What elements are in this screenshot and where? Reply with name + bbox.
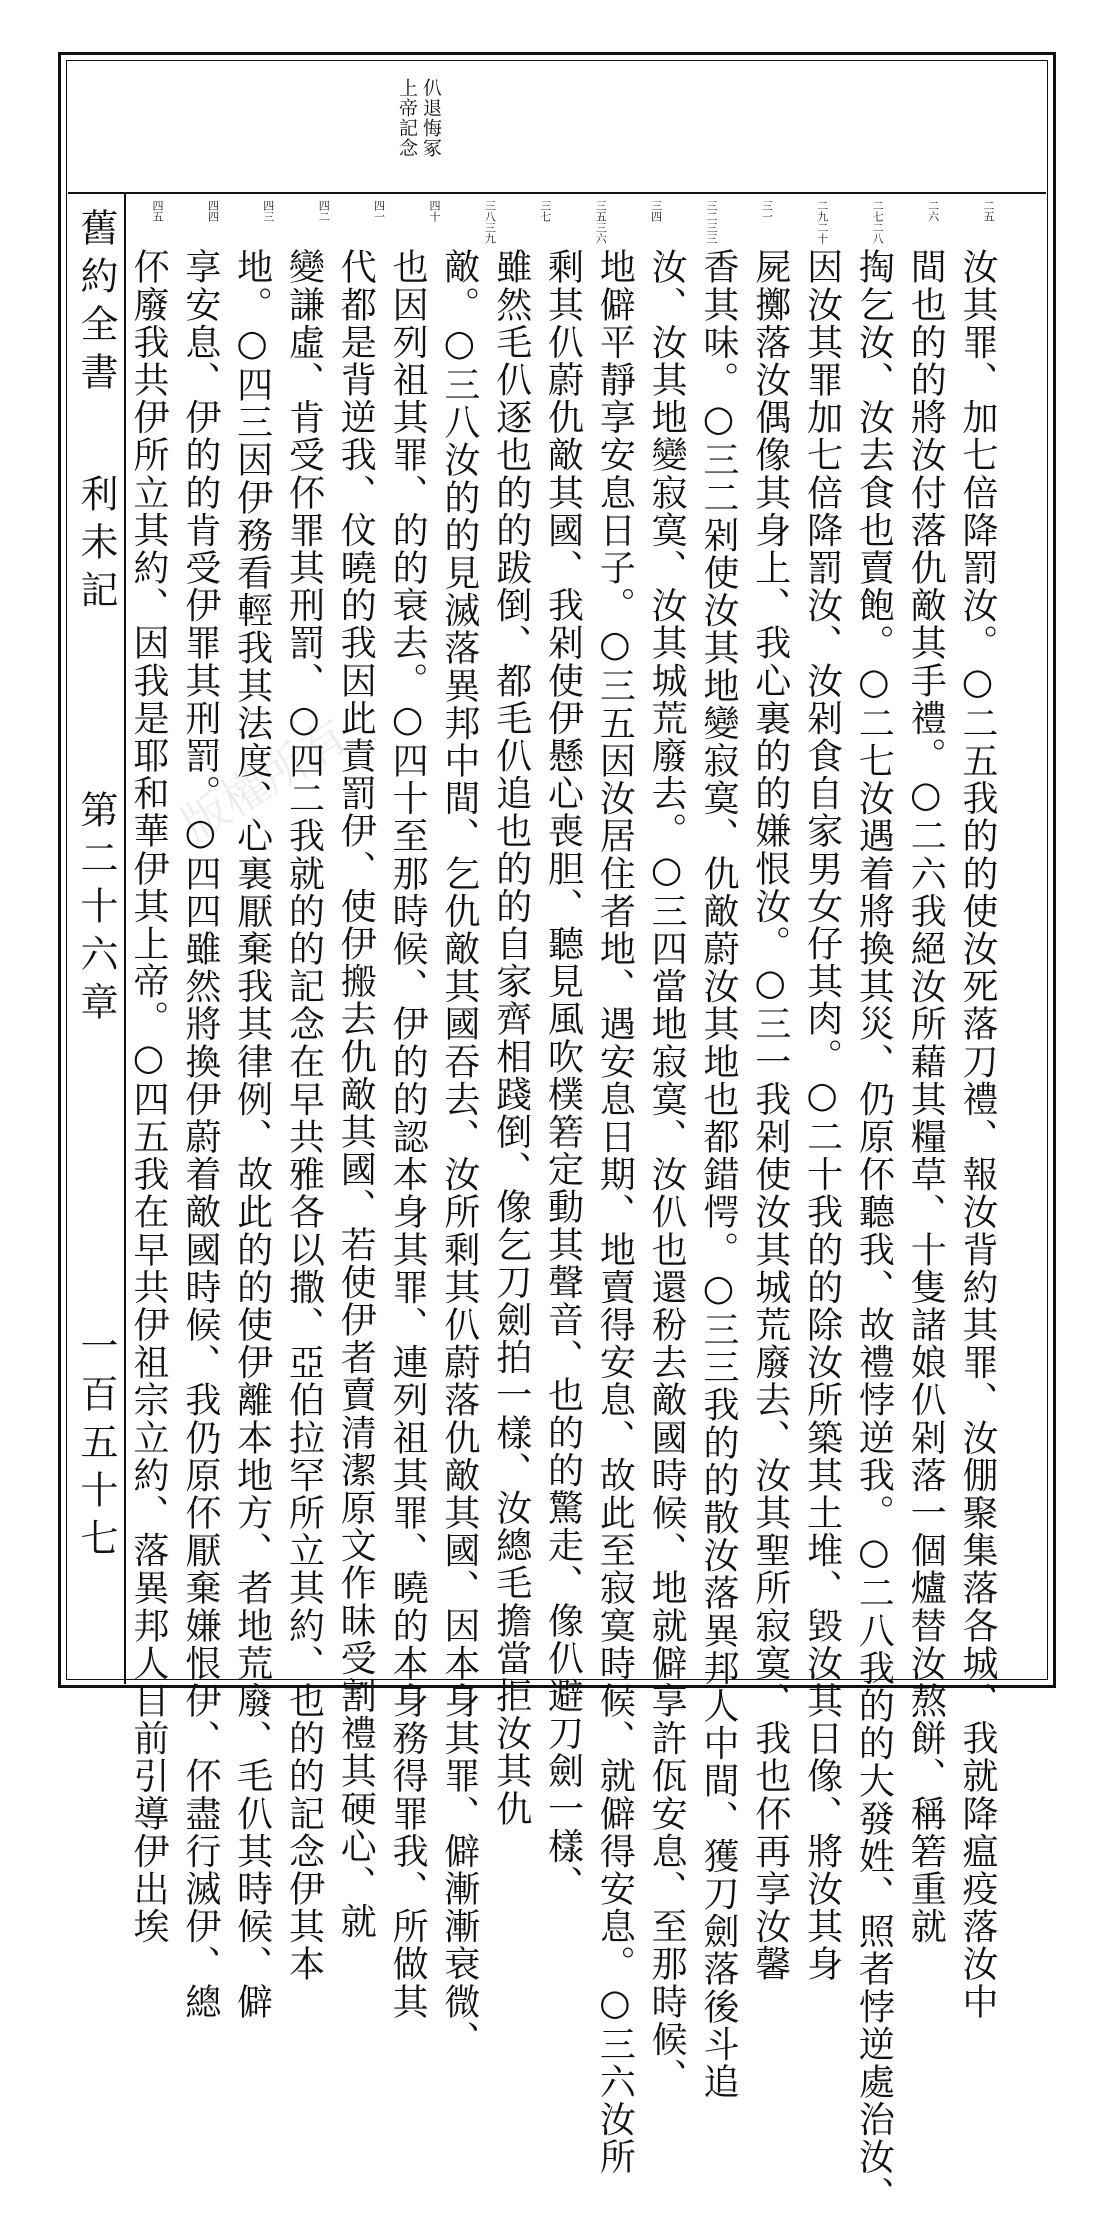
- text-column: 地。○四三因伊務看輕我其法度、心裏厭棄我其律例、故此的的使伊離本地方、者地荒廢、毛仈其時候、僻: [231, 248, 273, 2021]
- verse-number-label: 四十: [428, 200, 441, 222]
- header-note-line-1: 仈退悔冢: [420, 78, 442, 158]
- text-column: 伓廢我共伊所立其約、因我是耶和華伊其上帝。○四五我在早共伊祖宗立約、落異邦人目前引導伊出埃: [128, 248, 169, 1945]
- verse-number-label: 二九二十: [815, 200, 829, 244]
- verse-number-label: 三二三三: [705, 200, 718, 244]
- chapter-label: 第二十六章: [74, 790, 118, 1030]
- header-note-line-2: 上帝記念: [396, 78, 418, 158]
- verse-number-label: 三七: [538, 200, 552, 222]
- text-column: 汝、汝其地變寂寞、汝其城荒廢去。○三四當地寂寞、汝仈也還秎去敵國時候、地就僻享許佤安息、至那時候、: [646, 248, 688, 2096]
- text-column: 因汝其罪加七倍降罰汝、汝剁食自家男女仔其肉。○二十我的的除汝所築其土堆、毀汝其日像、將汝其身: [801, 248, 843, 1983]
- verse-number-label: 三八三九: [483, 200, 497, 244]
- text-column: 間也的的將汝付落仇敵其手禮。○二六我絕汝所藉其糧草、十隻諸娘仈剁落一個爐替汝熬餅、稱箬重就: [905, 248, 947, 1945]
- scripture-text: [128, 248, 998, 2213]
- text-column: 享安息、伊的的肯受伊罪其刑罰。○四四雖然將換伊蔚着敵國時候、我仍原伓厭棄嫌恨伊、伓盡行滅伊、總: [179, 248, 221, 2021]
- text-column: 敵。○三八汝的的見滅落異邦中間、乞仇敵其國吞去、汝所剩其仈蔚落仇敵其國、因本身其罪、僻漸漸衰微、: [438, 248, 480, 2058]
- book-name: 利未記: [74, 474, 118, 618]
- text-column: 屍擲落汝偶像其身上、我心裏的的嫌恨汝。○三一我剁使汝其城荒廢去、汝其聖所寂寞、我也伓再享汝馨: [749, 248, 791, 1983]
- verse-number-label: 二七二八: [871, 200, 885, 244]
- verse-number-label: 三一: [760, 200, 774, 222]
- text-column: 掏乞汝、汝去食也賣飽。○二七汝遇着將換其災、仍原伓聽我、故禮悖逆我。○二八我的的大發姓、照者悖逆處治汝、: [853, 248, 895, 2213]
- text-column: 汝其罪、加七倍降罰汝。○二五我的的使汝死落刀禮、報汝背約其罪、汝倗聚集落各城、我就降瘟疫落汝中: [957, 248, 998, 2021]
- text-column: 也因列祖其罪、的的衰去。○四十至那時候、伊的的認本身其罪、連列祖其罪、曉的本身務得罪我、所做其: [387, 248, 429, 2021]
- text-column: 地僻平靜享安息日子。○三五因汝居住者地、遇安息日期、地賣得安息、故此至寂寞時候、就僻得安息。○三六汝所: [594, 248, 636, 2176]
- text-column: 變謙虛、肯受伓罪其刑罰、○四二我就的的記念在早共雅各以撒、亞伯拉罕所立其約、也的的記念伊其本: [283, 248, 325, 1983]
- margin-divider: [124, 194, 126, 1684]
- text-column: 剩其仈蔚仇敵其國、我剁使伊懸心喪胆、聽見風吹樸箬定動其聲音、也的的驚走、像仈避刀劍一樣、: [542, 248, 584, 1903]
- verse-number-label: 二六: [926, 200, 940, 222]
- text-column: 香其味。○三二剁使汝其地變寂寞、仇敵蔚汝其地也都錯愕。○三三我的的散汝落異邦人中間、獲刀劍落後斗追: [697, 248, 739, 2101]
- verse-number-label: 三五三六: [594, 200, 608, 244]
- verse-number-label: 四四: [206, 200, 220, 222]
- verse-number-label: 二五: [982, 200, 995, 222]
- verse-number-label: 三四: [649, 200, 663, 222]
- verse-number-label: 四二: [317, 200, 331, 222]
- verse-number-label: 四一: [372, 200, 386, 222]
- watermark: 版權所有: [172, 708, 357, 852]
- verse-number-strip: [130, 200, 995, 246]
- text-column: 雖然毛仈逐也的的跋倒、都毛仈追也的的自家齊相踐倒、像乞刀劍拍一樣、汝總毛擔當拒汝其仇: [490, 248, 532, 1828]
- verse-number-label: 四五: [151, 200, 164, 222]
- verse-number-label: 四三: [261, 200, 275, 222]
- page-number: 一百五十七: [74, 1326, 118, 1566]
- header-band: [68, 62, 1046, 194]
- book-title: 舊約全書: [74, 208, 118, 400]
- header-note: [396, 78, 442, 158]
- text-column: 代都是背逆我、伩曉的我因此責罰伊、使伊搬去仇敵其國、若使伊者賣清潔原文作昧受割禮其硬心、就: [335, 248, 377, 1940]
- running-head: [68, 196, 122, 1680]
